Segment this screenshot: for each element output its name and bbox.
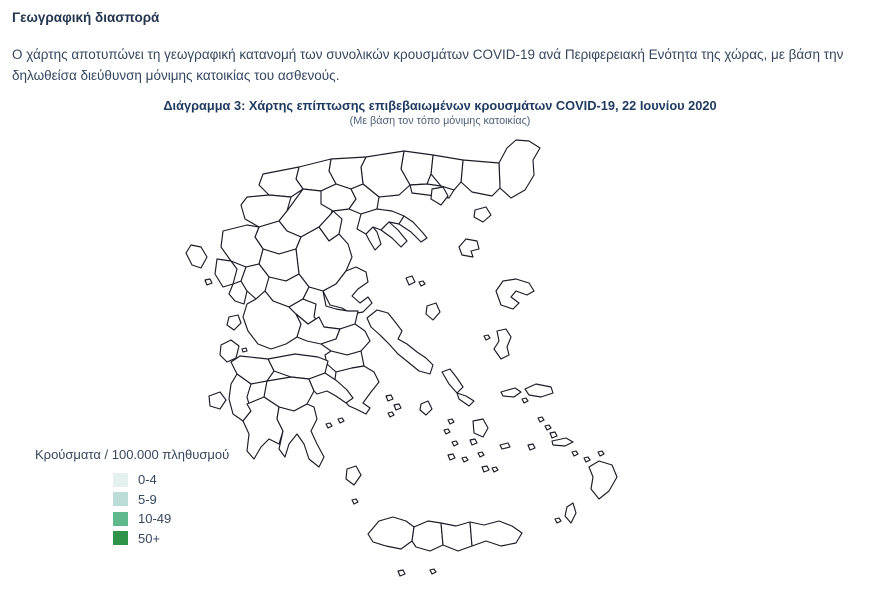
region-lesvos bbox=[496, 279, 534, 309]
legend-row bbox=[35, 529, 229, 549]
region-rethymno bbox=[412, 521, 443, 551]
region-samothraki bbox=[474, 207, 491, 222]
legend-row bbox=[35, 509, 229, 529]
legend-row bbox=[35, 490, 229, 510]
region-skyros bbox=[426, 303, 440, 320]
region-irakleio bbox=[441, 522, 472, 551]
region-rodopi bbox=[461, 160, 500, 196]
region-lakonia bbox=[277, 404, 324, 467]
region-ileia bbox=[229, 374, 251, 421]
legend-label: 10-49 bbox=[138, 511, 172, 527]
legend-swatch-0-4 bbox=[113, 473, 128, 487]
legend-swatch-10-49 bbox=[113, 512, 128, 526]
region-kythira bbox=[346, 466, 361, 485]
region-rodos bbox=[589, 461, 617, 499]
region-chania bbox=[368, 517, 414, 549]
figure-title: Διάγραμμα 3: Χάρτης επίπτωσης επιβεβαιωμένων κρουσμάτων COVID-19, 22 Ιουνίου 2020 bbox=[163, 98, 717, 113]
legend-label: 0-4 bbox=[138, 472, 157, 488]
region-limnos bbox=[459, 239, 479, 257]
region-skiathos bbox=[406, 276, 415, 285]
region-ikaria bbox=[501, 388, 521, 397]
region-kos bbox=[552, 438, 573, 446]
legend-swatch-5-9 bbox=[113, 492, 128, 506]
region-thesprotia bbox=[215, 259, 237, 287]
region-lefkada bbox=[227, 315, 241, 330]
region-samos bbox=[525, 384, 553, 397]
map-legend bbox=[35, 447, 229, 548]
region-naxos bbox=[473, 419, 488, 437]
region-evia bbox=[367, 310, 433, 374]
legend-label: 50+ bbox=[138, 530, 161, 546]
region-messinia bbox=[243, 397, 283, 459]
figure-subtitle: (Με βάση τον τόπο μόνιμης κατοικίας) bbox=[349, 115, 531, 127]
legend-row bbox=[35, 470, 229, 490]
region-karpathos bbox=[565, 503, 576, 523]
region-kerkyra bbox=[186, 245, 207, 268]
legend-title: Κρούσματα / 100.000 πληθυσμού bbox=[35, 447, 230, 462]
region-andros bbox=[442, 369, 463, 393]
region-florina bbox=[259, 167, 303, 197]
region-kea bbox=[420, 401, 432, 415]
legend-swatch-50plus bbox=[113, 531, 128, 545]
legend-label: 5-9 bbox=[138, 491, 157, 507]
region-zakynthos bbox=[209, 392, 226, 409]
region-lasithi bbox=[470, 521, 522, 546]
region-tinos bbox=[457, 393, 474, 406]
region-chios bbox=[494, 329, 511, 359]
region-evros bbox=[499, 140, 540, 198]
page-heading: Γεωγραφική διασπορά bbox=[12, 10, 160, 25]
intro-paragraph: Ο χάρτης αποτυπώνει τη γεωγραφική κατανομή των συνολικών κρουσμάτων COVID-19 ανά Περιφερειακή Ενότητα της χώρας, με βάση την δηλωθείσα διεύθυνση μόνιμης κατοικίας του ασθενούς. bbox=[12, 47, 844, 83]
